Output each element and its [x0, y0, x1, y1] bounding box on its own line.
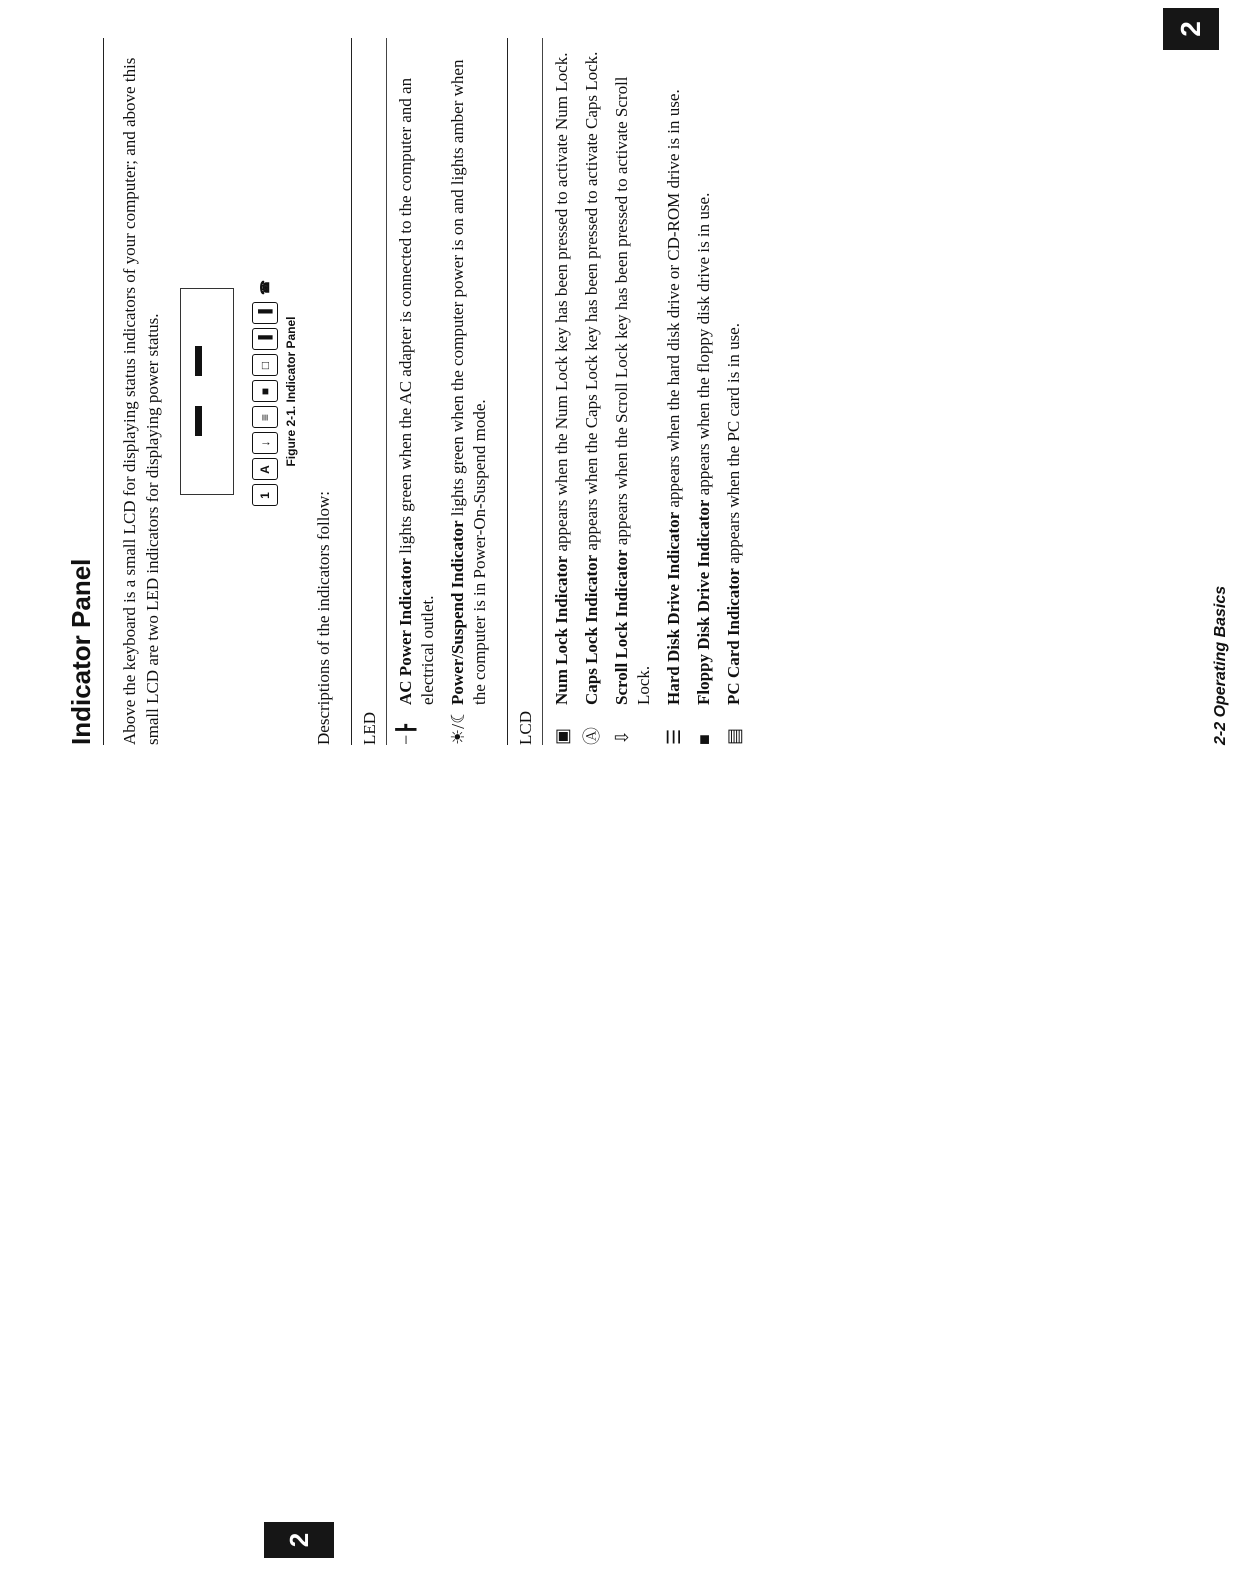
- lcd-item-title: PC Card Indicator: [724, 568, 743, 705]
- num-lock-icon: ▣: [552, 727, 572, 745]
- pc-card-icon: □: [252, 355, 278, 377]
- battery-2-icon: ▐: [252, 303, 278, 325]
- page-2-2: [20, 0, 1244, 790]
- pc-card-icon: ▤: [724, 727, 744, 745]
- chapter-tab-bottom-label: 2: [284, 1532, 314, 1548]
- led-panel-box: [180, 288, 234, 495]
- lcd-item-hard-disk: [663, 38, 685, 745]
- indicator-intro: Above the keyboard is a small LCD for displaying status indicators of your computer; and above this small LCD are two LED indicators for displaying power status.: [120, 57, 162, 745]
- battery-1-icon: ▐: [252, 329, 278, 351]
- lcd-item-text: appears when the PC card is in use.: [724, 323, 743, 569]
- figure-2-1-caption: Figure 2-1. Indicator Panel: [284, 316, 298, 467]
- lcd-item-title: Num Lock Indicator: [552, 555, 571, 705]
- led-item-title: AC Power Indicator: [396, 558, 415, 705]
- led-item-title: Power/Suspend Indicator: [448, 520, 467, 705]
- floppy-icon: ■: [252, 381, 278, 403]
- num-lock-icon: 1: [252, 485, 278, 507]
- lcd-item-text: appears when the hard disk drive or CD-ROM drive is in use.: [664, 89, 683, 512]
- scroll-lock-icon: ↓: [252, 433, 278, 455]
- lcd-item-text: appears when the Num Lock key has been pressed to activate Num Lock.: [552, 52, 571, 556]
- lcd-item-num-lock: [551, 38, 573, 745]
- caps-lock-icon: Ⓐ: [582, 727, 602, 745]
- led-item-power-suspend: [447, 38, 491, 745]
- lcd-item-text: appears when the Caps Lock key has been pressed to activate Caps Lock.: [582, 51, 601, 555]
- fax-modem-icon: ☎: [258, 280, 272, 295]
- lcd-item-title: Hard Disk Drive Indicator: [664, 511, 683, 705]
- led-item-text: lights green when the computer power is on and lights amber when the computer is in Power-On-Suspend mode.: [448, 59, 489, 705]
- chapter-tab-top-label: 2: [1174, 21, 1206, 37]
- led-item-ac-power: [395, 38, 439, 745]
- hard-disk-icon: ≡: [252, 407, 278, 429]
- lcd-heading: LCD: [507, 38, 543, 745]
- caps-lock-icon: A: [252, 459, 278, 481]
- lcd-item-text: appears when the Scroll Lock key has been pressed to activate Scroll Lock.: [612, 76, 653, 705]
- lcd-item-title: Caps Lock Indicator: [582, 554, 601, 705]
- sun-moon-icon: ☀/☾: [448, 707, 468, 745]
- led-bar-2: [195, 346, 202, 376]
- lcd-item-caps-lock: [581, 38, 603, 745]
- lcd-item-floppy: [693, 38, 715, 745]
- descriptions-lead: Descriptions of the indicators follow:: [314, 490, 333, 745]
- lcd-item-pc-card: [723, 38, 745, 745]
- footer-left: 2-2 Operating Basics: [1212, 585, 1229, 745]
- floppy-icon: ■: [694, 734, 714, 745]
- lcd-item-text: appears when the floppy disk drive is in use.: [694, 192, 713, 500]
- rotated-spread: [20, 0, 1244, 790]
- lcd-icon-row: [252, 277, 278, 507]
- lcd-item-title: Floppy Disk Drive Indicator: [694, 499, 713, 705]
- led-bar-1: [195, 406, 202, 436]
- lcd-item-scroll-lock: [611, 38, 655, 745]
- chapter-tab-bottom: [264, 1522, 334, 1558]
- scroll-lock-icon: ⇩: [612, 729, 632, 745]
- ac-plug-icon: −┣: [396, 724, 416, 745]
- led-heading: LED: [351, 38, 387, 745]
- indicator-panel-title: Indicator Panel: [60, 38, 104, 745]
- figure-indicator-panel: [180, 38, 298, 745]
- hard-disk-icon: ☰: [664, 728, 684, 745]
- led-item-text: lights green when the AC adapter is connected to the computer and an electrical outlet.: [396, 77, 437, 705]
- lcd-item-title: Scroll Lock Indicator: [612, 549, 631, 705]
